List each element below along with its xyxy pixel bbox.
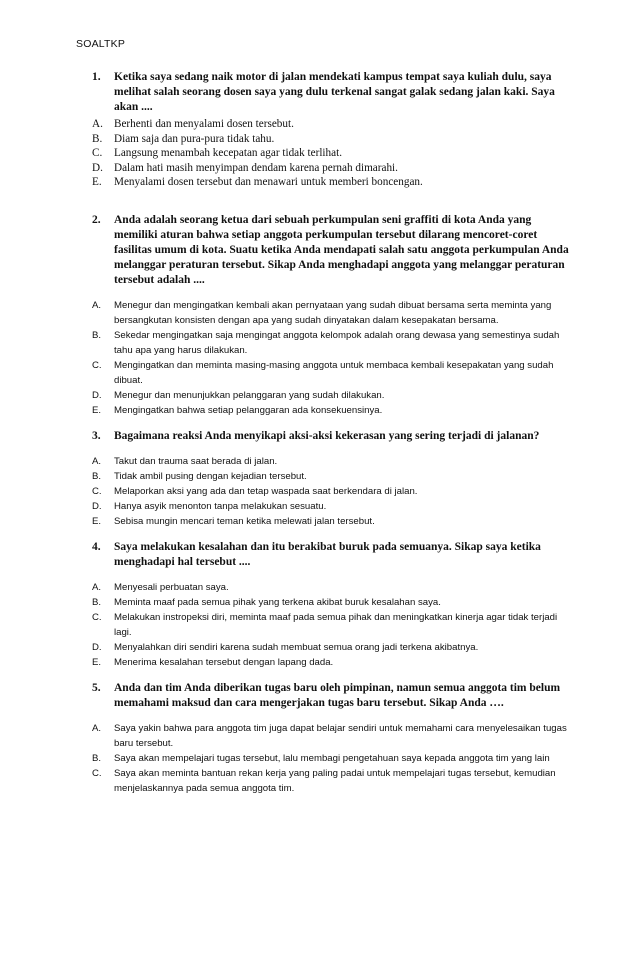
option-text: Diam saja dan pura-pura tidak tahu. <box>114 132 275 145</box>
option-b <box>92 595 572 610</box>
question-5 <box>92 681 572 796</box>
option-b <box>92 469 572 484</box>
option-list <box>92 117 572 190</box>
option-e <box>92 514 572 529</box>
option-text: Meminta maaf pada semua pihak yang terkena akibat buruk kesalahan saya. <box>114 596 441 608</box>
option-letter: C. <box>92 359 102 371</box>
option-letter: B. <box>92 752 102 764</box>
question-stem <box>92 540 572 570</box>
option-text: Menegur dan mengingatkan kembali akan pernyataan yang sudah dibuat bersama serta meminta yang bersangkutan konsisten dengan apa yang sudah dinyatakan dalam kesepakatan bersama. <box>114 299 552 326</box>
option-text: Saya akan meminta bantuan rekan kerja yang paling padai untuk mempelajari tugas tersebut, kemudian menjelaskannya pada semua anggota tim. <box>114 767 556 794</box>
option-letter: A. <box>92 118 103 130</box>
option-a <box>92 117 572 132</box>
option-e <box>92 175 572 190</box>
question-text: Bagaimana reaksi Anda menyikapi aksi-aksi kekerasan yang sering terjadi di jalanan? <box>114 429 540 442</box>
option-text: Berhenti dan menyalami dosen tersebut. <box>114 118 294 130</box>
question-text: Saya melakukan kesalahan dan itu berakibat buruk pada semuanya. Sikap saya ketika menghadapi hal tersebut .... <box>114 540 541 568</box>
question-text: Anda adalah seorang ketua dari sebuah perkumpulan seni graffiti di kota Anda yang memiliki aturan bahwa setiap anggota perkumpulan tersebut dilarang mencoret-coret fasilitas umum di kota. Suatu ketika Anda mendapati salah satu anggota perkumpulan Anda melanggar peraturan tersebut. Sikap Anda menghadapi anggota yang melanggar peraturan tersebut adalah .... <box>114 213 569 286</box>
option-list <box>92 721 572 796</box>
option-text: Tidak ambil pusing dengan kejadian tersebut. <box>114 470 307 482</box>
option-list <box>92 298 572 418</box>
option-d <box>92 640 572 655</box>
option-letter: A. <box>92 581 102 593</box>
option-text: Menyalami dosen tersebut dan menawari untuk memberi boncengan. <box>114 176 423 188</box>
question-stem <box>92 70 572 115</box>
option-a <box>92 454 572 469</box>
question-number: 3. <box>92 429 101 442</box>
question-text: Ketika saya sedang naik motor di jalan mendekati kampus tempat saya kuliah dulu, saya melihat salah seorang dosen saya yang dulu terkenal sangat galak sedang jalan kaki. Saya akan .... <box>114 71 555 113</box>
option-letter: E. <box>92 656 102 668</box>
option-text: Sekedar mengingatkan saja mengingat anggota kelompok adalah orang dewasa yang semestinya sudah tahu apa yang harus dilakukan. <box>114 329 560 356</box>
question-2 <box>92 213 572 418</box>
option-letter: C. <box>92 147 103 159</box>
option-text: Mengingatkan dan meminta masing-masing anggota untuk membaca kembali kesepakatan yang sudah dibuat. <box>114 359 554 386</box>
option-c <box>92 146 572 161</box>
question-list <box>92 70 572 807</box>
question-number: 1. <box>92 71 101 83</box>
option-letter: C. <box>92 485 102 497</box>
option-letter: E. <box>92 404 102 416</box>
option-d <box>92 499 572 514</box>
option-text: Sebisa mungin mencari teman ketika melewati jalan tersebut. <box>114 515 375 527</box>
option-letter: B. <box>92 329 102 341</box>
option-text: Menerima kesalahan tersebut dengan lapang dada. <box>114 656 334 668</box>
option-text: Hanya asyik menonton tanpa melakukan sesuatu. <box>114 500 327 512</box>
option-e <box>92 403 572 418</box>
option-text: Dalam hati masih menyimpan dendam karena pernah dimarahi. <box>114 161 398 174</box>
question-number: 2. <box>92 213 101 226</box>
option-text: Menegur dan menunjukkan pelanggaran yang sudah dilakukan. <box>114 389 385 401</box>
option-letter: D. <box>92 389 102 401</box>
option-letter: E. <box>92 515 102 527</box>
option-a <box>92 721 572 751</box>
option-a <box>92 298 572 328</box>
option-text: Mengingatkan bahwa setiap pelanggaran ada konsekuensinya. <box>114 404 383 416</box>
option-d <box>92 388 572 403</box>
option-b <box>92 751 572 766</box>
option-c <box>92 358 572 388</box>
option-letter: A. <box>92 722 102 734</box>
option-d <box>92 161 572 176</box>
option-letter: B. <box>92 596 102 608</box>
question-3 <box>92 429 572 529</box>
option-c <box>92 766 572 796</box>
option-list <box>92 580 572 670</box>
option-letter: B. <box>92 132 103 145</box>
option-letter: D. <box>92 161 103 174</box>
option-b <box>92 132 572 147</box>
option-text: Menyesali perbuatan saya. <box>114 581 229 593</box>
option-letter: C. <box>92 767 102 779</box>
option-letter: A. <box>92 455 102 467</box>
question-number: 5. <box>92 681 101 694</box>
option-text: Menyalahkan diri sendiri karena sudah membuat semua orang jadi terkena akibatnya. <box>114 641 479 653</box>
document-header: SOALTKP <box>76 38 126 50</box>
question-1 <box>92 70 572 190</box>
question-stem <box>92 681 572 711</box>
question-stem <box>92 213 572 288</box>
option-text: Takut dan trauma saat berada di jalan. <box>114 455 278 467</box>
question-4 <box>92 540 572 670</box>
option-b <box>92 328 572 358</box>
option-c <box>92 484 572 499</box>
question-text: Anda dan tim Anda diberikan tugas baru oleh pimpinan, namun semua anggota tim belum memahami maksud dan cara mengerjakan tugas baru tersebut. Sikap Anda …. <box>114 681 561 709</box>
option-text: Saya akan mempelajari tugas tersebut, lalu membagi pengetahuan saya kepada anggota tim yang lain <box>114 752 550 764</box>
option-letter: C. <box>92 611 102 623</box>
question-stem <box>92 429 572 444</box>
option-letter: E. <box>92 176 102 188</box>
option-a <box>92 580 572 595</box>
option-c <box>92 610 572 640</box>
option-letter: A. <box>92 299 102 311</box>
option-text: Melakukan instropeksi diri, meminta maaf pada semua pihak dan meningkatkan kinerja agar tidak terjadi lagi. <box>114 611 558 638</box>
question-number: 4. <box>92 540 101 553</box>
option-letter: D. <box>92 641 102 653</box>
option-e <box>92 655 572 670</box>
option-text: Melaporkan aksi yang ada dan tetap waspada saat berkendara di jalan. <box>114 485 418 497</box>
option-letter: D. <box>92 500 102 512</box>
option-list <box>92 454 572 529</box>
option-letter: B. <box>92 470 102 482</box>
option-text: Langsung menambah kecepatan agar tidak terlihat. <box>114 147 343 159</box>
option-text: Saya yakin bahwa para anggota tim juga dapat belajar sendiri untuk memahami cara menyelesaikan tugas baru tersebut. <box>114 722 567 749</box>
